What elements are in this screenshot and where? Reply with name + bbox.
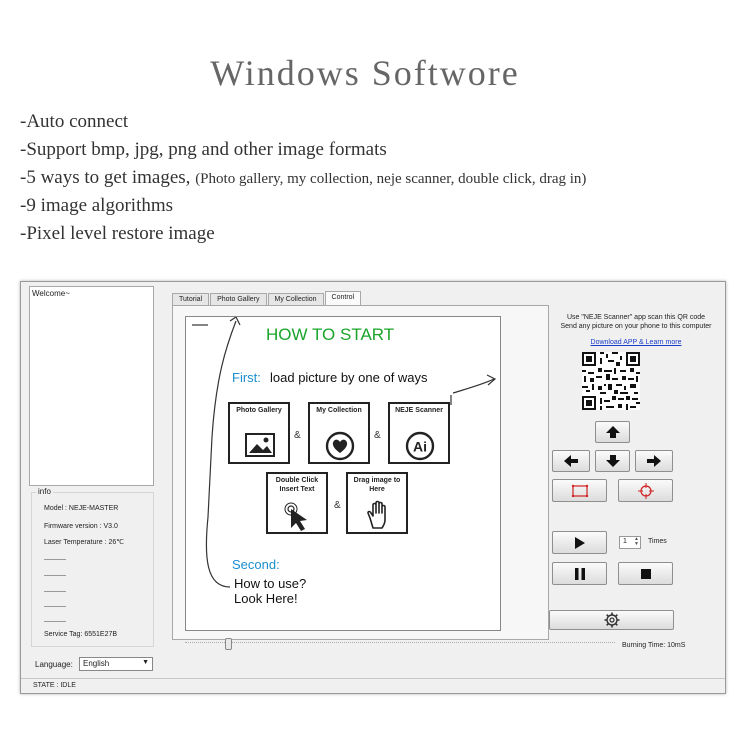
gear-icon [604, 612, 620, 628]
language-value: English [83, 659, 110, 668]
status-bar [21, 678, 725, 693]
pause-button[interactable] [552, 562, 607, 585]
move-left-button[interactable] [552, 450, 590, 472]
photo-gallery-caption: Photo Gallery [236, 407, 282, 414]
service-tag-info: Service Tag: 6551E27B [44, 631, 118, 638]
second-step-label: Second: [232, 557, 280, 572]
qr-hint-line: Send any picture on your phone to this computer [560, 323, 712, 330]
welcome-log[interactable] [29, 286, 154, 486]
qr-hint-line: Use "NEJE Scanner" app scan this QR code [566, 314, 706, 321]
divider [44, 606, 66, 607]
play-icon [574, 537, 586, 549]
neje-scanner-option[interactable] [388, 402, 450, 464]
first-step-label: First: [232, 370, 261, 385]
crosshair-icon [638, 483, 654, 499]
pointer-click-icon [282, 500, 316, 532]
info-panel [31, 487, 154, 647]
info-legend: info [38, 487, 51, 496]
feature-text: -Auto connect [20, 111, 129, 132]
model-info: Model : NEJE-MASTER [44, 505, 119, 512]
divider [44, 591, 66, 592]
move-up-button[interactable] [595, 421, 630, 443]
laser-temperature-info: Laser Temperature : 26℃ [44, 539, 125, 546]
feature-item [20, 164, 586, 192]
tab-my-collection[interactable]: My Collection [268, 293, 324, 306]
feature-item [20, 108, 586, 136]
frame-preview-button[interactable] [552, 479, 607, 502]
firmware-info: Firmware version : V3.0 [44, 523, 118, 530]
welcome-text: Welcome~ [32, 289, 70, 298]
neje-scanner-caption: NEJE Scanner [395, 407, 443, 414]
look-here-line: Look Here! [234, 591, 298, 606]
drag-image-caption: Drag image to Here [353, 477, 401, 493]
tab-control[interactable]: Control [325, 291, 362, 306]
feature-text: -9 image algorithms [20, 195, 174, 216]
image-icon [244, 432, 276, 458]
divider [44, 621, 66, 622]
repeat-times-value: 1 [623, 538, 627, 545]
stop-icon [640, 568, 652, 580]
chevron-down-icon: ▼ [142, 659, 149, 666]
and-symbol: & [374, 430, 381, 441]
app-window [20, 281, 726, 694]
burning-time-slider[interactable] [185, 642, 615, 645]
heart-icon [325, 431, 355, 461]
svg-text:Ai: Ai [413, 438, 427, 455]
double-click-caption: Double Click Insert Text [275, 477, 319, 493]
promo-title: Windows Softwore [210, 53, 520, 93]
divider [44, 575, 66, 576]
qr-hint [551, 313, 721, 331]
my-collection-caption: My Collection [316, 407, 362, 414]
language-label: Language: [35, 660, 73, 669]
move-down-button[interactable] [595, 450, 630, 472]
feature-list [20, 108, 586, 248]
download-app-link[interactable]: Download APP & Learn more [590, 339, 682, 346]
arrow-down-icon [606, 455, 620, 467]
move-right-button[interactable] [635, 450, 673, 472]
first-step-text: load picture by one of ways [270, 370, 428, 385]
feature-text: -Pixel level restore image [20, 223, 215, 244]
and-symbol: & [294, 430, 301, 441]
stop-button[interactable] [618, 562, 673, 585]
slider-handle[interactable] [225, 638, 232, 650]
feature-item [20, 136, 586, 164]
times-label: Times [648, 538, 667, 545]
qr-code [582, 352, 640, 410]
feature-item [20, 192, 586, 220]
start-button[interactable] [552, 531, 607, 554]
tab-photo-gallery[interactable]: Photo Gallery [210, 293, 266, 306]
center-position-button[interactable] [618, 479, 673, 502]
settings-button[interactable] [549, 610, 674, 630]
hand-icon [365, 500, 393, 530]
my-collection-option[interactable] [308, 402, 370, 464]
spinner-icon[interactable]: ▲ ▼ [634, 536, 639, 547]
feature-item [20, 220, 586, 248]
status-text: STATE : IDLE [33, 682, 76, 689]
how-to-start-heading: HOW TO START [266, 325, 395, 344]
double-click-option[interactable] [266, 472, 328, 534]
feature-text: -5 ways to get images, [20, 167, 196, 188]
preview-canvas[interactable] [185, 316, 501, 631]
feature-text: -Support bmp, jpg, png and other image formats [20, 139, 387, 160]
language-select[interactable] [79, 657, 153, 671]
and-symbol: & [334, 500, 341, 511]
ai-icon [405, 431, 435, 461]
arrow-up-icon [606, 426, 620, 438]
arrow-right-icon [647, 455, 661, 467]
tab-tutorial[interactable]: Tutorial [172, 293, 209, 306]
feature-note: (Photo gallery, my collection, neje scanner, double click, drag in) [195, 171, 587, 187]
burning-time-label: Burning Time: 10mS [622, 642, 686, 649]
divider [44, 559, 66, 560]
photo-gallery-option[interactable] [228, 402, 290, 464]
tab-bar [172, 291, 362, 305]
how-to-use-line: How to use? [234, 576, 307, 591]
arrow-left-icon [564, 455, 578, 467]
frame-icon [571, 484, 589, 498]
pause-icon [574, 568, 586, 580]
how-to-use-text [234, 576, 306, 606]
repeat-times-input[interactable] [619, 536, 641, 549]
drag-image-option[interactable] [346, 472, 408, 534]
